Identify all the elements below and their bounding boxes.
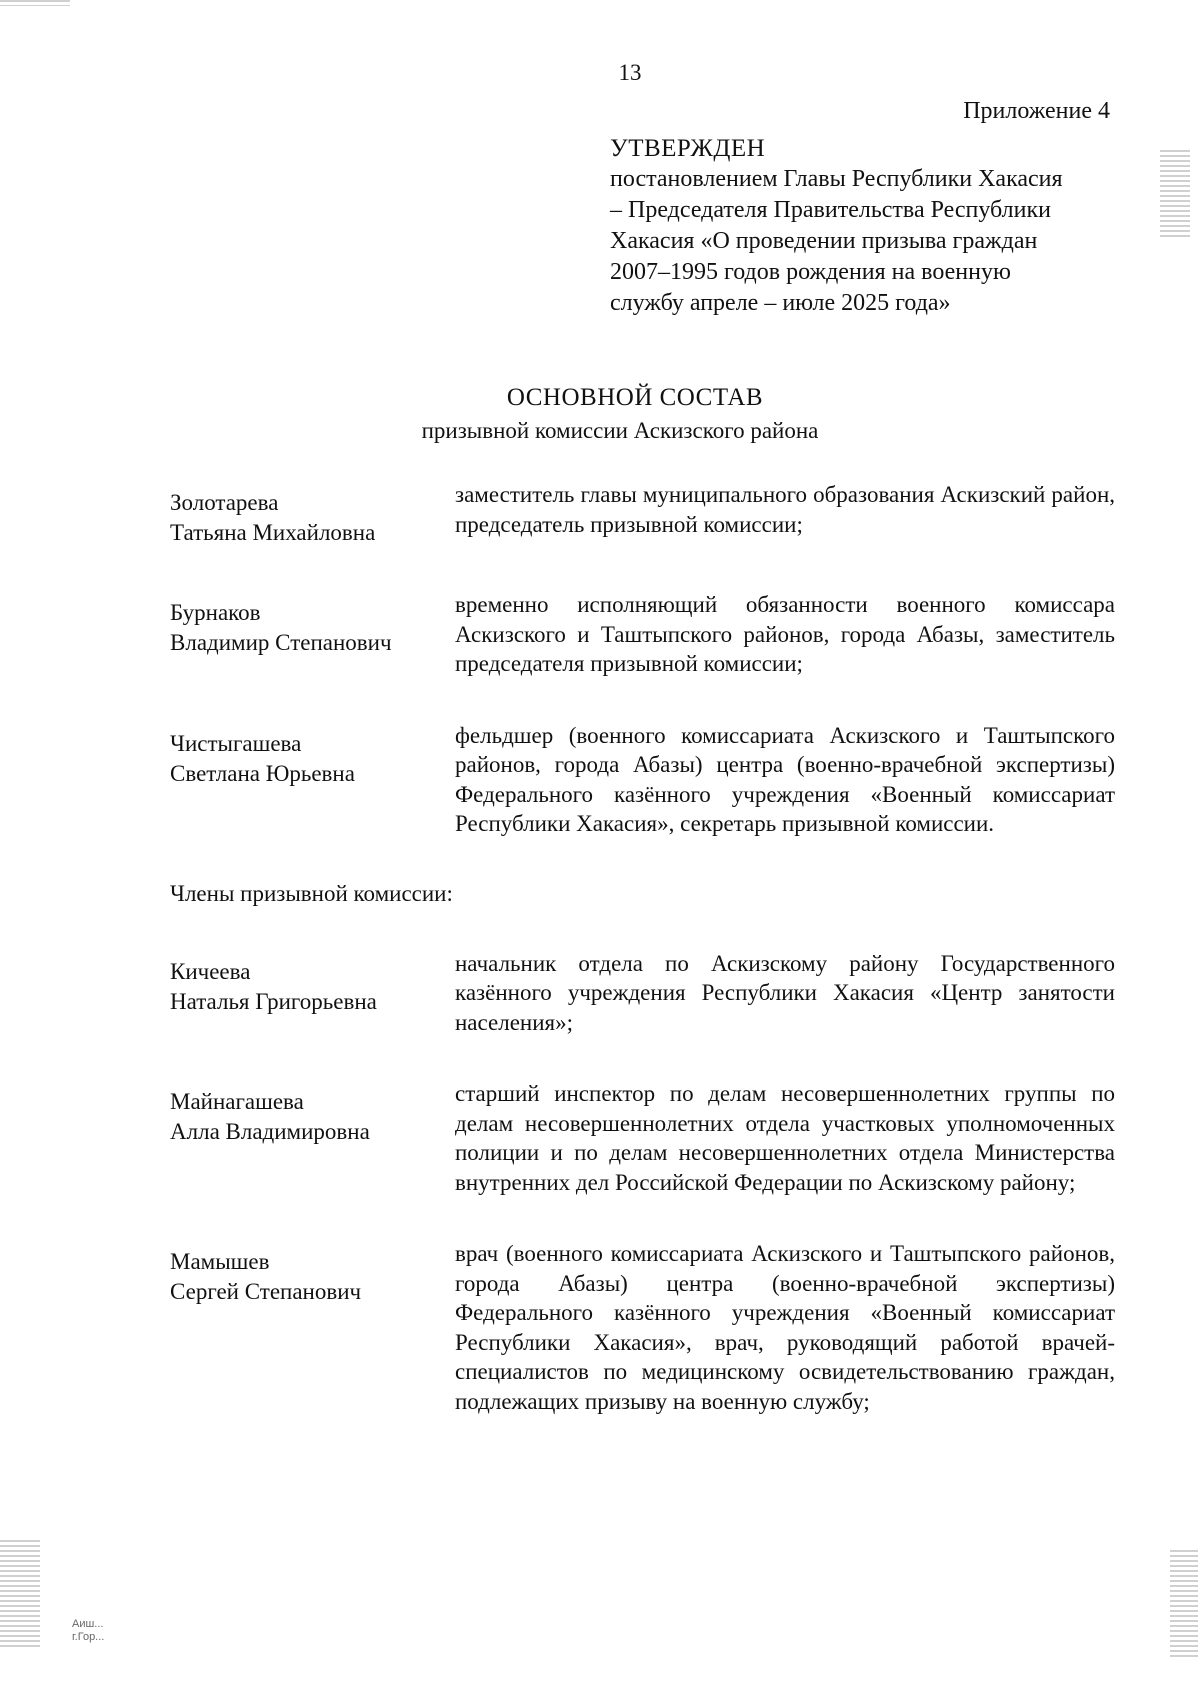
member-name xyxy=(170,949,455,1017)
approved-word: УТВЕРЖДЕН xyxy=(610,135,766,162)
member-name xyxy=(170,480,455,548)
members-section-label: Члены призывной комиссии: xyxy=(170,880,453,906)
member-given-names: Наталья Григорьевна xyxy=(170,988,377,1014)
member-role: заместитель главы муниципального образования Аскизский район, председатель призывной комиссии; xyxy=(455,482,1115,537)
corner-stamp-line: Аиш... xyxy=(72,1618,104,1630)
approval-line: постановлением Главы Республики Хакасия xyxy=(610,166,1063,192)
corner-stamp-line: г.Гор... xyxy=(72,1631,105,1643)
member-surname: Кичеева xyxy=(170,958,251,984)
member-role: фельдшер (военного комиссариата Аскизского и Таштыпского районов, города Абазы) центра (военно-врачебной экспертизы) Федерального казённого учреждения «Военный комиссариат Республики Хакасия», секретарь призывной комиссии. xyxy=(455,722,1115,836)
member-entry xyxy=(170,590,1115,679)
document-subtitle: призывной комиссии Аскизского района xyxy=(421,418,819,443)
member-role: врач (военного комиссариата Аскизского и Таштыпского районов, города Абазы) центра (военно-врачебной экспертизы) Федерального казённого учреждения «Военный комиссариат Республики Хакасия», врач, руководящий работой врачей-специалистов по медицинскому освидетельствованию граждан, подлежащих призыву на военную службу; xyxy=(455,1241,1115,1414)
member-entry xyxy=(170,721,1115,839)
approval-line: 2007–1995 годов рождения на военную xyxy=(610,259,1011,285)
member-entry xyxy=(170,949,1115,1038)
member-surname: Майнагашева xyxy=(170,1089,304,1114)
member-surname: Бурнаков xyxy=(170,600,261,625)
member-entry xyxy=(170,1239,1115,1416)
member-name xyxy=(170,1079,455,1147)
member-given-names: Владимир Степанович xyxy=(170,630,392,655)
scan-noise-top-left xyxy=(0,0,70,6)
member-name xyxy=(170,1239,455,1307)
member-name xyxy=(170,590,455,658)
member-surname: Чистыгашева xyxy=(170,730,302,756)
approval-block xyxy=(610,133,1130,319)
scan-noise-right-top xyxy=(1160,150,1190,240)
member-entry xyxy=(170,1079,1115,1197)
approval-line: службу апреле – июле 2025 года» xyxy=(610,290,951,316)
appendix-label: Приложение 4 xyxy=(963,98,1110,124)
member-surname: Мамышев xyxy=(170,1249,270,1274)
member-role: начальник отдела по Аскизскому району Государственного казённого учреждения Республики Хакасия «Центр занятости населения»; xyxy=(455,950,1115,1035)
corner-stamp xyxy=(72,1618,104,1644)
member-name xyxy=(170,721,455,789)
member-given-names: Сергей Степанович xyxy=(170,1279,362,1304)
member-role: временно исполняющий обязанности военного комиссара Аскизского и Таштыпского районов, города Абазы, заместитель председателя призывной комиссии; xyxy=(455,592,1115,676)
member-role: старший инспектор по делам несовершеннолетних группы по делам несовершеннолетних отдела участковых уполномоченных полиции и по делам несовершеннолетних отдела Министерства внутренних дел Российской Федерации по Аскизскому району; xyxy=(455,1081,1115,1195)
commission-list xyxy=(170,480,1115,1458)
member-given-names: Светлана Юрьевна xyxy=(170,760,355,786)
document-title: ОСНОВНОЙ СОСТАВ xyxy=(506,384,764,411)
scan-noise-left-bottom xyxy=(0,1540,40,1650)
scan-noise-right-bottom xyxy=(1170,1550,1198,1660)
document-heading xyxy=(0,384,1200,444)
member-surname: Золотарева xyxy=(170,490,279,515)
member-given-names: Алла Владимировна xyxy=(170,1119,370,1144)
member-given-names: Татьяна Михайловна xyxy=(170,520,376,545)
approval-line: – Председателя Правительства Республики xyxy=(610,197,1051,223)
approval-line: Хакасия «О проведении призыва граждан xyxy=(610,228,1038,254)
member-entry xyxy=(170,480,1115,548)
page-number: 13 xyxy=(618,60,642,85)
